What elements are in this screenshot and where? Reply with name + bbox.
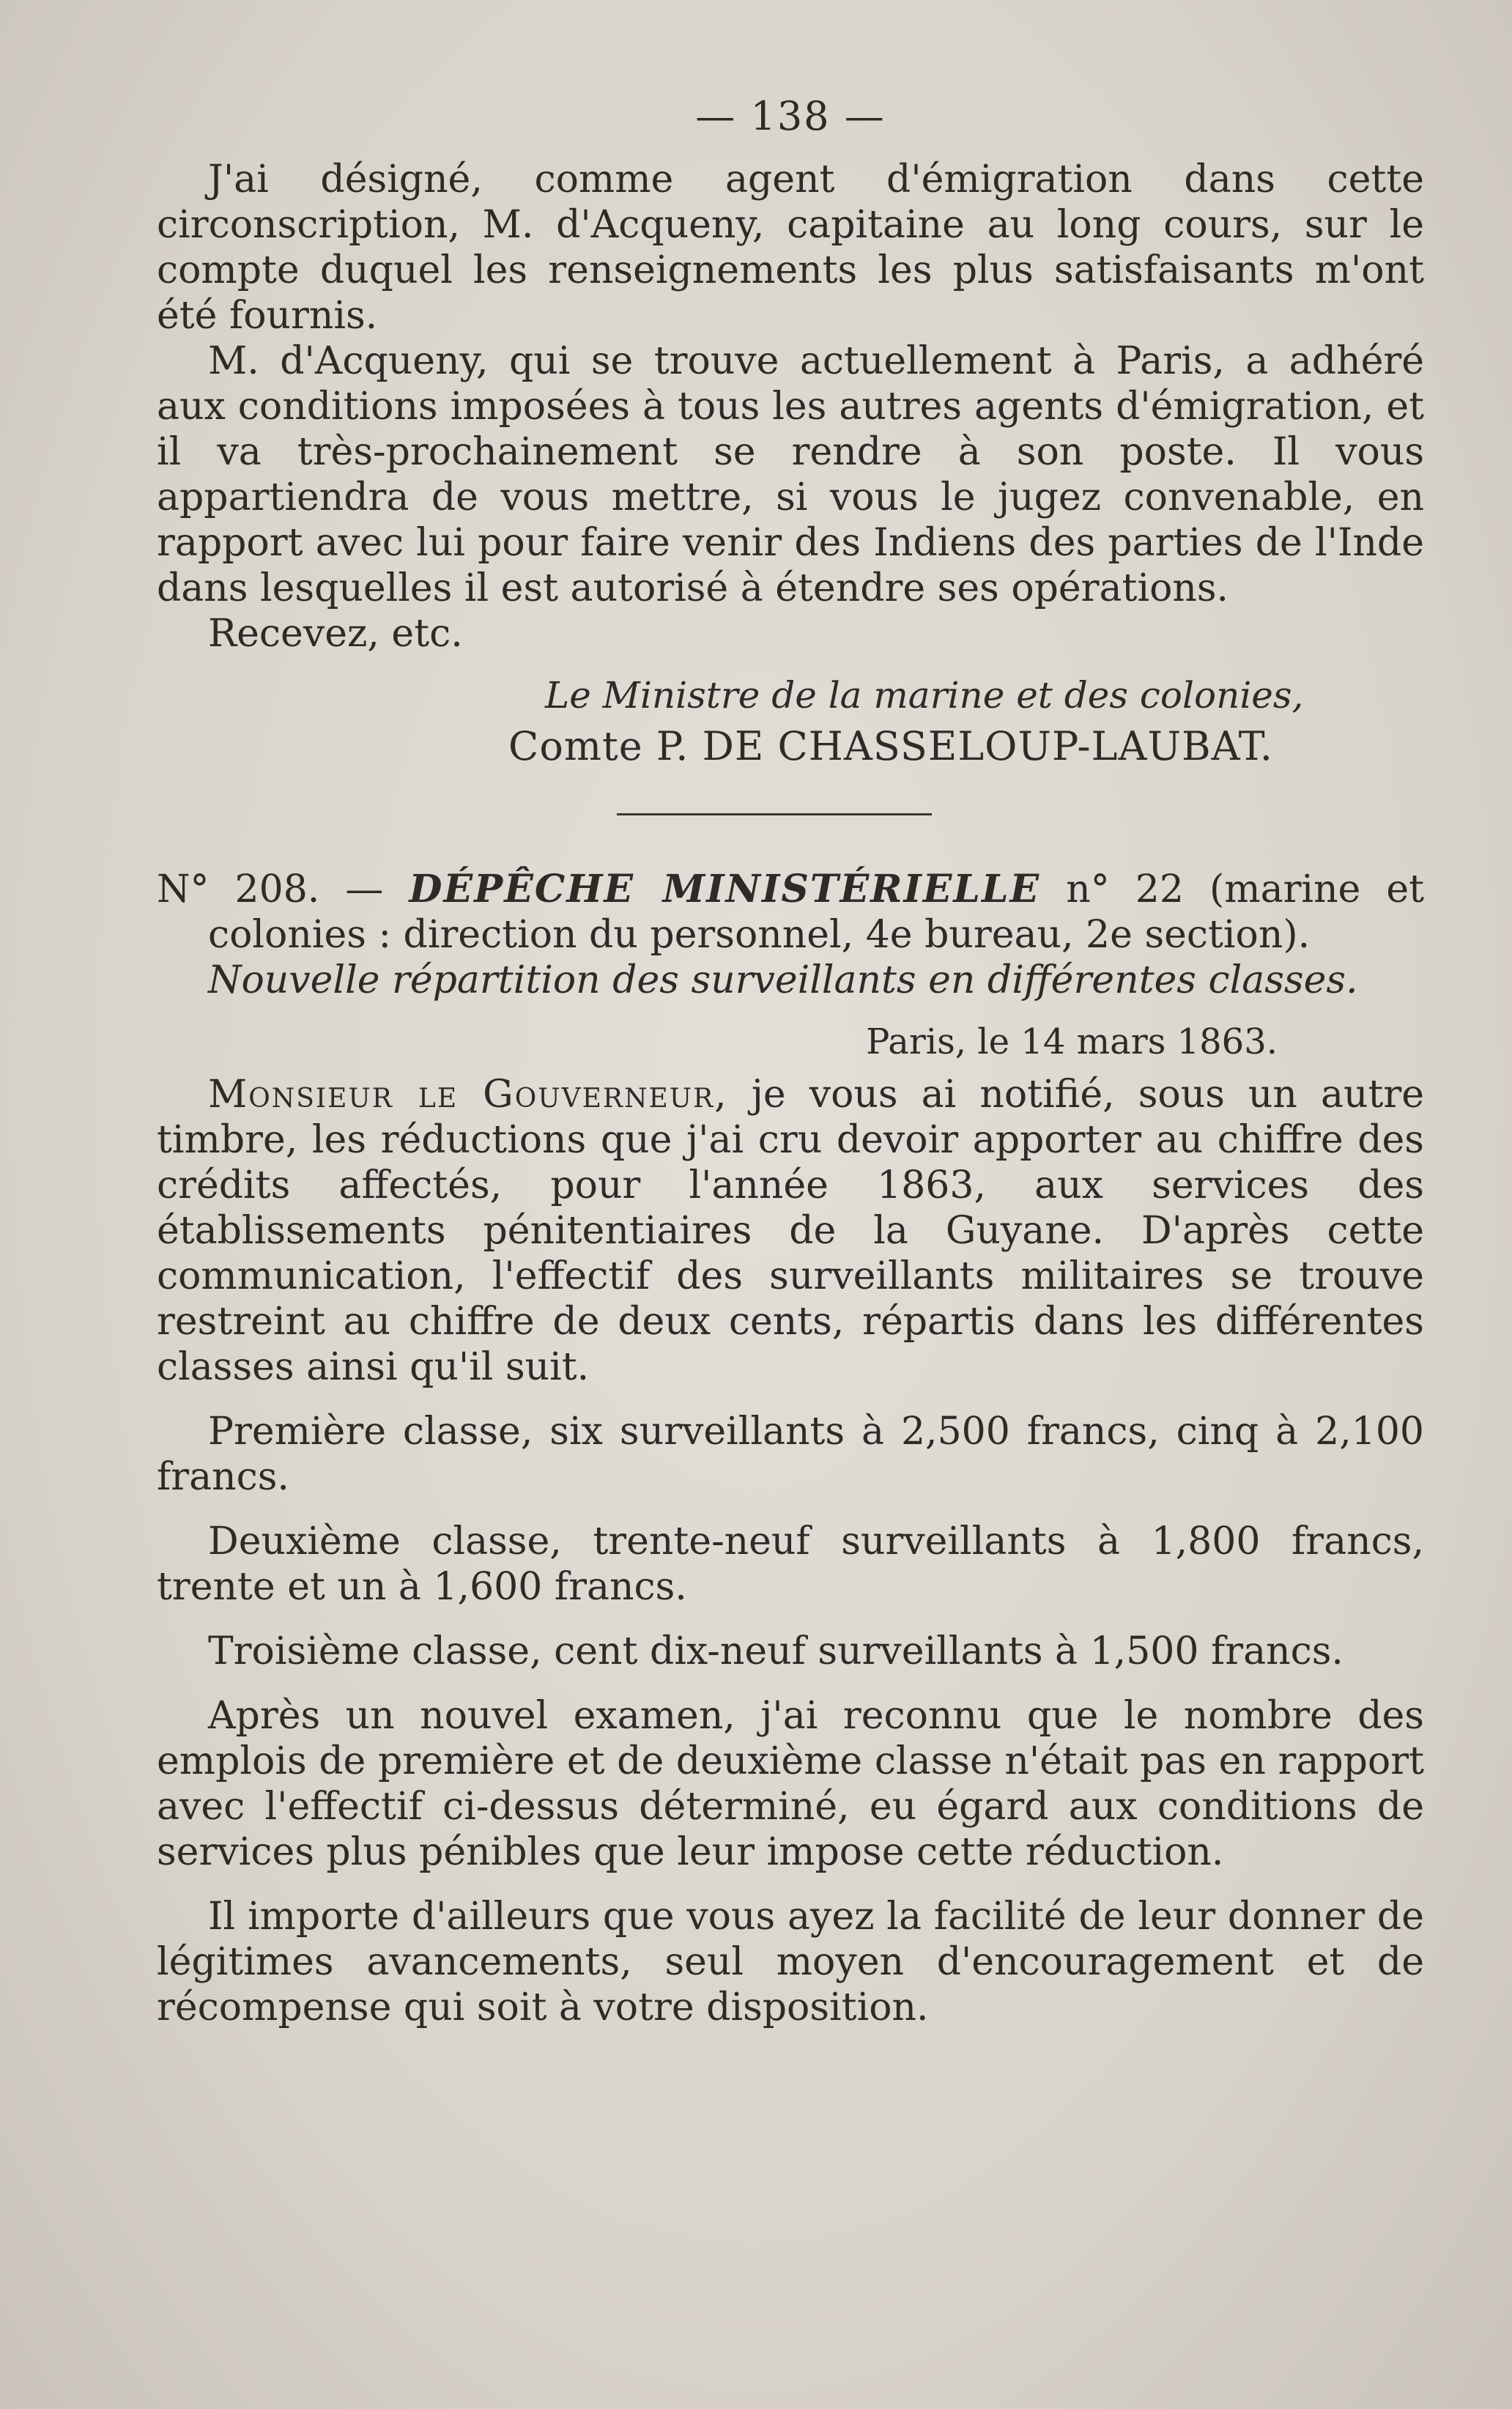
document-date: Paris, le 14 mars 1863. [866,1021,1278,1062]
document-number: N° 208. — [157,867,384,911]
document-paragraph-4: Troisième classe, cent dix-neuf surveillants à 1,500 francs. [208,1629,1344,1673]
document-paragraph-5: Après un nouvel examen, j'ai reconnu que le nombre des emplois de première et de deuxième classe n'était pas en rapport avec l'effectif ci-dessus déterminé, eu égard aux conditions de services plus pénibles que leur impose cette réduction. [157,1694,1424,1874]
document-paragraph-2: Première classe, six surveillants à 2,500 francs, cinq à 2,100 francs. [157,1410,1424,1499]
signature-name: Comte P. DE CHASSELOUP-LAUBAT. [508,723,1273,769]
document-paragraph-1 [157,1072,1424,1390]
letter-paragraph-2: M. d'Acqueny, qui se trouve actuellement à Paris, a adhéré aux conditions imposées à tous les autres agents d'émigration, et il va très-prochainement se rendre à son poste. Il vous appartiendra de vous mettre, si vous le jugez convenable, en rapport avec lui pour faire venir des Indiens des parties de l'Inde dans lesquelles il est autorisé à étendre ses opérations. [157,339,1424,610]
document-paragraph-3: Deuxième classe, trente-neuf surveillants à 1,800 francs, trente et un à 1,600 francs. [157,1520,1424,1609]
page-content [157,94,1424,2030]
letter-paragraph-1: J'ai désigné, comme agent d'émigration dans cette circonscription, M. d'Acqueny, capitaine au long cours, sur le compte duquel les renseignements les plus satisfaisants m'ont été fournis. [157,158,1424,338]
section-divider [617,813,932,815]
document-title: DÉPÊCHE MINISTÉRIELLE [409,867,1041,911]
document-subject: Nouvelle répartition des surveillants en différentes classes. [208,958,1358,1002]
letter-closing: Recevez, etc. [208,612,463,656]
signature-title: Le Ministre de la marine et des colonies, [545,674,1304,717]
document-paragraph-6: Il importe d'ailleurs que vous ayez la facilité de leur donner de légitimes avancements, seul moyen d'encouragement et de récompense qui soit à votre disposition. [157,1895,1424,2029]
page-number: — 138 — [695,93,886,139]
document-heading [157,867,1424,958]
salutation: Monsieur le Gouverneur, [208,1073,728,1117]
document-details: n° 22 (marine et colonies : direction du personnel, 4e bureau, 2e section). [208,867,1425,957]
paragraph-1-text: je vous ai notifié, sous un autre timbre, les réductions que j'ai cru devoir apporter au chiffre des crédits affectés, pour l'année 1863, aux services des établissements pénitentiaires de la Guyane. D'après cette communication, l'effectif des surveillants militaires se trouve restreint au chiffre de deux cents, répartis dans les différentes classes ainsi qu'il suit. [157,1073,1424,1389]
